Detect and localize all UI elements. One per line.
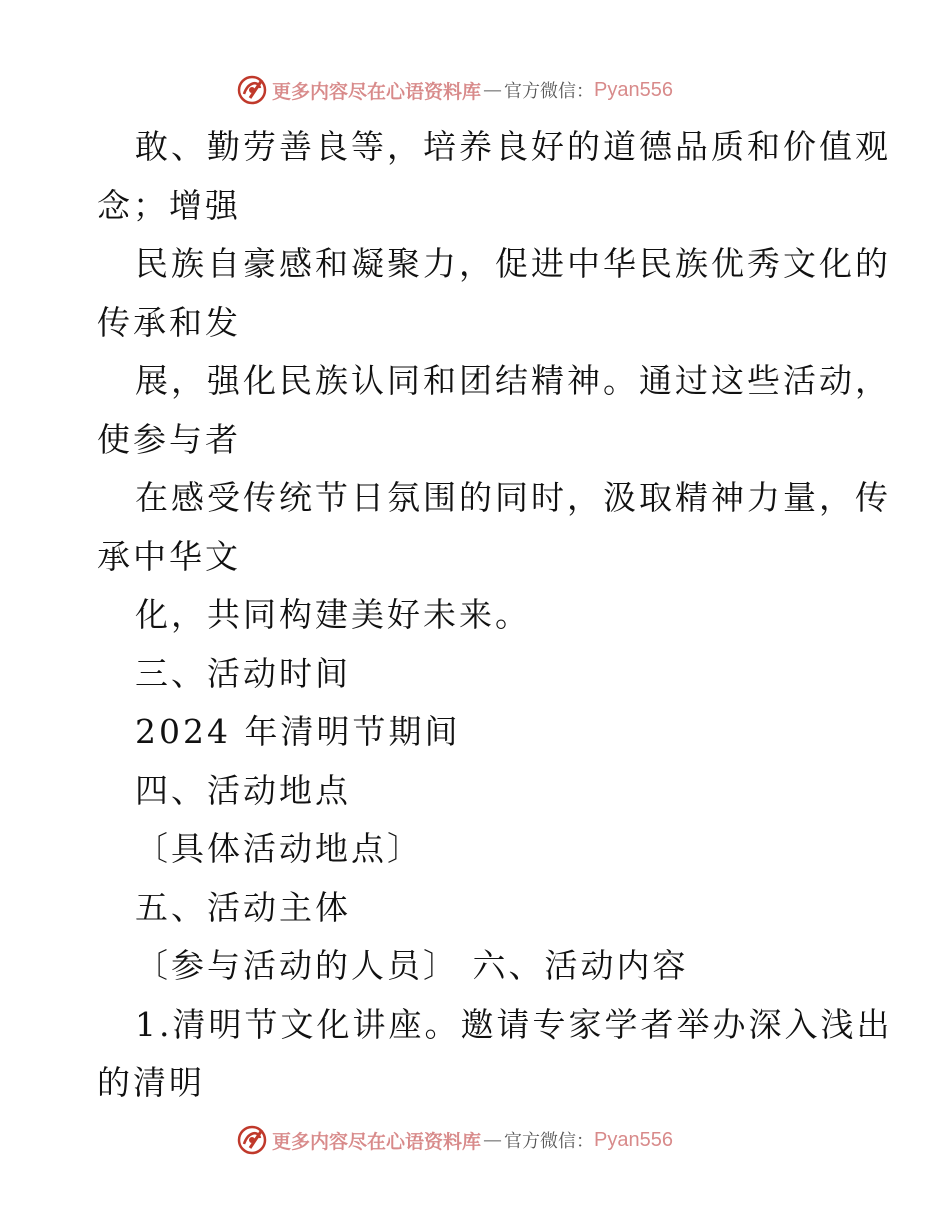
body-line: 使参与者 xyxy=(97,419,241,459)
body-line: 的清明 xyxy=(97,1063,205,1102)
header-watermark xyxy=(236,73,673,107)
swirl-pen-logo-icon xyxy=(236,1124,268,1156)
body-line: 念；增强 xyxy=(97,185,241,225)
section-heading: 五、活动主体 xyxy=(135,887,351,927)
body-line: 1.清明节文化讲座。邀请专家学者举办深入浅出 xyxy=(135,1004,893,1044)
body-line: 传承和发 xyxy=(97,302,241,342)
body-line: 民族自豪感和凝聚力，促进中华民族优秀文化的 xyxy=(135,244,891,283)
watermark-wechat-id: Pyan556 xyxy=(594,1128,673,1151)
body-line: 化，共同构建美好未来。 xyxy=(135,595,531,634)
watermark-title: 更多内容尽在心语资料库 xyxy=(272,80,482,103)
body-line: 2024 年清明节期间 xyxy=(135,712,461,751)
footer-watermark xyxy=(236,1123,673,1157)
body-line: 在感受传统节日氛围的同时，汲取精神力量，传 xyxy=(135,478,891,517)
watermark-label: 官方微信： xyxy=(504,1131,595,1152)
watermark-wechat-id: Pyan556 xyxy=(594,78,673,101)
body-line: 〔具体活动地点〕 xyxy=(135,829,423,868)
body-line: 〔参与活动的人员〕 六、活动内容 xyxy=(135,946,689,985)
document-body xyxy=(97,118,893,1113)
section-heading: 四、活动地点 xyxy=(135,770,351,810)
watermark-separator: — xyxy=(483,79,503,101)
body-line: 承中华文 xyxy=(97,536,241,576)
body-line: 敢、勤劳善良等，培养良好的道德品质和价值观 xyxy=(135,127,891,166)
section-heading: 三、活动时间 xyxy=(135,653,351,693)
swirl-pen-logo-icon xyxy=(236,74,268,106)
watermark-separator: — xyxy=(483,1129,503,1151)
body-line: 展，强化民族认同和团结精神。通过这些活动， xyxy=(135,361,891,400)
watermark-title: 更多内容尽在心语资料库 xyxy=(272,1130,482,1153)
watermark-label: 官方微信： xyxy=(504,81,595,102)
